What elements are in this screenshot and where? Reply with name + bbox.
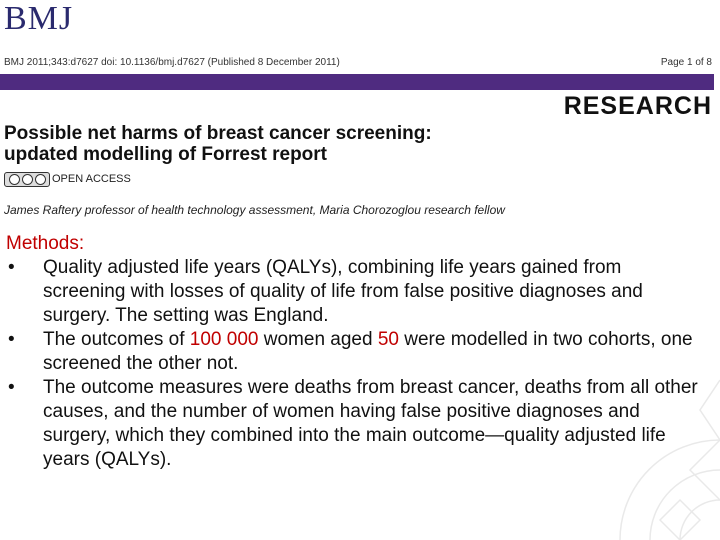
bullet-text-post: were modelled in two cohorts, one screened the other not.	[43, 329, 693, 374]
bullet-text: Quality adjusted life years (QALYs), combining life years gained from screening with losses of quality of life from false positive diagnoses and surgery. The setting was England.	[43, 257, 643, 326]
citation-line: BMJ 2011;343:d7627 doi: 10.1136/bmj.d7627 (Published 8 December 2011)	[4, 57, 340, 68]
list-item	[6, 256, 706, 328]
bullet-icon: •	[8, 257, 15, 278]
page-reference: Page 1 of 8	[660, 57, 712, 68]
creative-commons-icon	[4, 172, 50, 187]
highlight-age: 50	[377, 329, 399, 350]
highlight-cohort-size: 100 000	[189, 329, 259, 350]
title-line-2: updated modelling of Forrest report	[4, 144, 328, 165]
header-band	[0, 74, 714, 90]
section-label: RESEARCH	[563, 92, 712, 120]
title-line-1: Possible net harms of breast cancer screening:	[4, 123, 432, 144]
article-title	[4, 123, 704, 165]
bullet-icon: •	[8, 329, 15, 350]
bullet-text-mid: women aged	[258, 329, 378, 350]
bullet-icon: •	[8, 377, 15, 398]
methods-heading: Methods:	[6, 233, 85, 254]
journal-logo: BMJ	[4, 0, 74, 37]
open-access-label: OPEN ACCESS	[52, 173, 131, 185]
bullet-text: The outcome measures were deaths from breast cancer, deaths from all other causes, and the number of women having false positive diagnoses and surgery, which they combined into the main outcome—quality adjusted life years (QALYs).	[43, 377, 698, 470]
decorative-pattern-icon	[600, 340, 720, 540]
bullet-text-pre: The outcomes of	[43, 329, 190, 350]
authors-line: James Raftery professor of health technology assessment, Maria Chorozoglou research fellow	[4, 203, 505, 217]
